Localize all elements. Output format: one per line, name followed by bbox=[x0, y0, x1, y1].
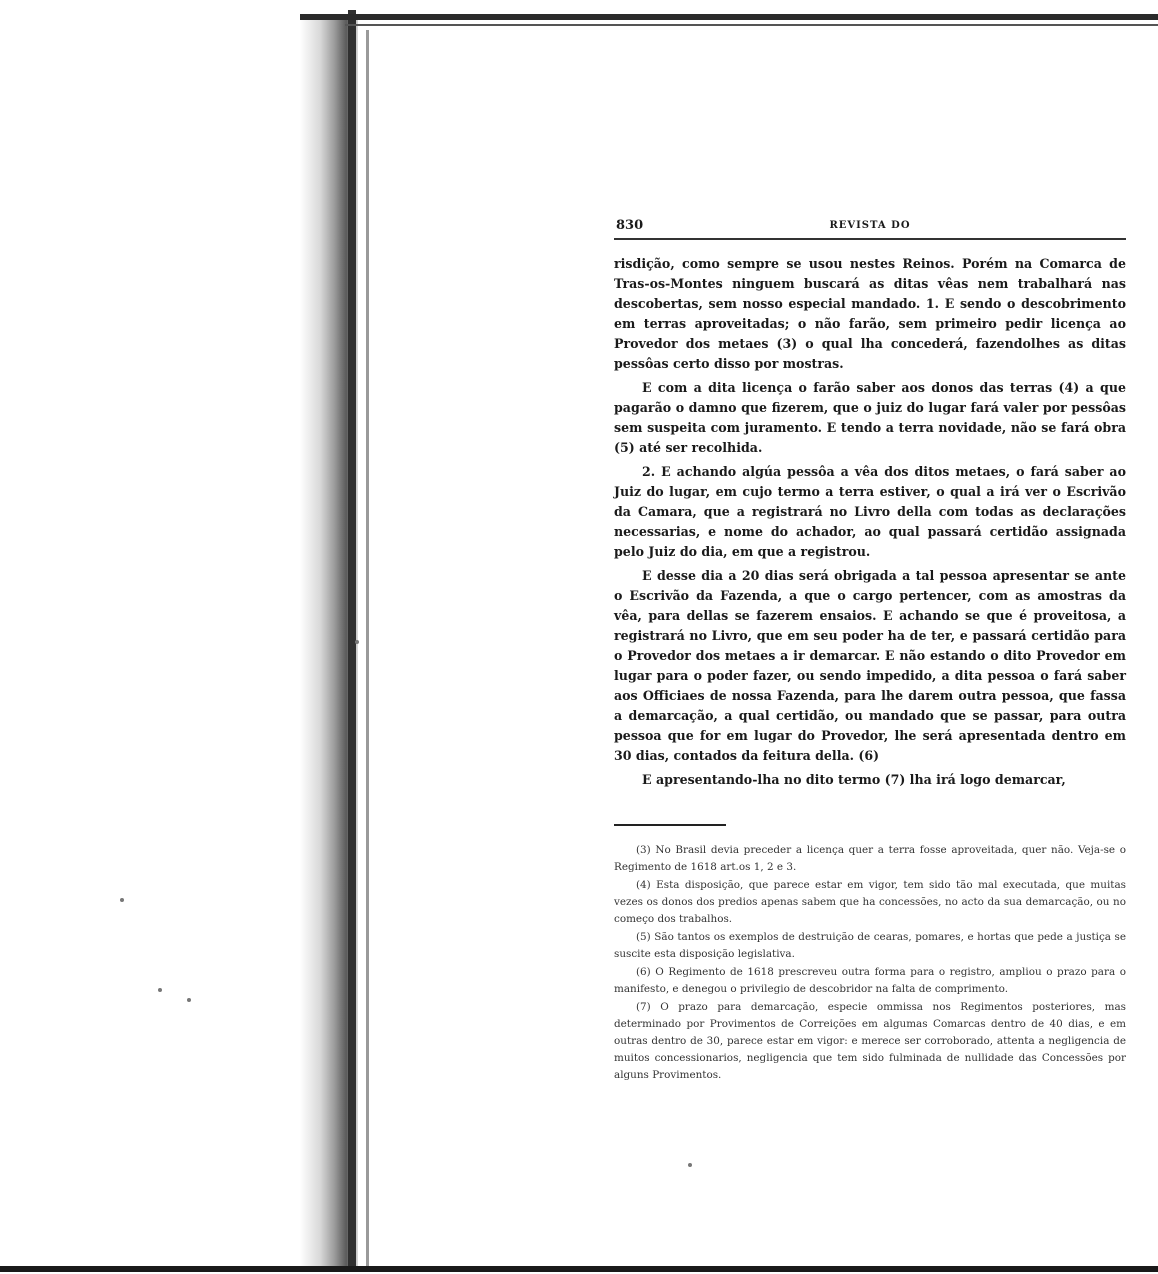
paragraph: E desse dia a 20 dias será obrigada a tal pessoa apresentar se ante o Escrivão da Fazenda, a que o cargo pertencer, com as amostras da vêa, para dellas se fazerem ensaios. E achando se que é proveitosa, a registrará no Livro, que em seu poder ha de ter, e passará certidão para o Provedor dos metaes a ir demarcar. E não estando o dito Provedor em lugar para o poder fazer, ou sendo impedido, a dita pessoa o fará saber aos Officiaes de nossa Fazenda, para lhe darem outra pessoa, que fassa a demarcação, a qual certidão, ou mandado que se passar, para outra pessoa que for em lugar do Provedor, lhe será apresentada dentro em 30 dias, contados da feitura della. (6) bbox=[614, 568, 1126, 763]
footnote: (6) O Regimento de 1618 prescreveu outra forma para o registro, ampliou o prazo para o manifesto, e denegou o privilegio de descobridor na falta de comprimento. bbox=[614, 966, 1126, 995]
paragraph: 2. E achando algúa pessôa a vêa dos ditos metaes, o fará saber ao Juiz do lugar, em cujo termo a terra estiver, o qual a irá ver o Escrivão da Camara, que a registrará no Livro della com todas as declarações necessarias, e nome do achador, ao qual passará certidão assignada pelo Juiz do dia, em que a registrou. bbox=[614, 464, 1126, 559]
footnotes bbox=[614, 842, 1126, 1084]
footnote: (7) O prazo para demarcação, especie ommissa nos Regimentos posteriores, mas determinado por Provimentos de Correições em algumas Comarcas dentro de 40 dias, e em outras dentro de 30, parece estar em vigor: e merece ser corroborado, attenta a negligencia de muitos concessionarios, negligencia que tem sido fulminada de nullidade das Concessões por alguns Provimentos. bbox=[614, 1001, 1126, 1081]
book-gutter-edge-inner bbox=[366, 30, 369, 1270]
paragraph: risdição, como sempre se usou nestes Reinos. Porém na Comarca de Tras-os-Montes ninguem buscará as ditas vêas nem trabalhará nas descobertas, sem nosso especial mandado. 1. E sendo o descobrimento em terras aproveitadas; o não farão, sem primeiro pedir licença ao Provedor dos metaes (3) o qual lha concederá, fazendolhes as ditas pessôas certo disso por mostras. bbox=[614, 256, 1126, 371]
page-header bbox=[614, 216, 1126, 240]
scan-bottom-edge bbox=[0, 1266, 1158, 1272]
footnote: (3) No Brasil devia preceder a licença quer a terra fosse aproveitada, quer não. Veja-se o Regimento de 1618 art.os 1, 2 e 3. bbox=[614, 844, 1126, 873]
scan-speck bbox=[688, 1163, 692, 1167]
footnote-divider bbox=[614, 824, 726, 826]
page-number: 830 bbox=[616, 218, 644, 233]
scan-speck bbox=[355, 640, 359, 644]
footnote: (4) Esta disposição, que parece estar em vigor, tem sido tão mal executada, que muitas vezes os donos dos predios apenas sabem que ha concessões, no acto da sua demarcação, ou no começo dos trabalhos. bbox=[614, 879, 1126, 925]
book-page bbox=[614, 216, 1126, 1084]
scan-top-edge-inner bbox=[345, 24, 1158, 26]
running-title: REVISTA DO bbox=[829, 220, 911, 231]
footnote: (5) São tantos os exemplos de destruição de cearas, pomares, e hortas que pede a justiça se suscite esta disposição legislativa. bbox=[614, 931, 1126, 960]
scan-speck bbox=[187, 998, 191, 1002]
scan-top-edge bbox=[300, 14, 1158, 20]
scan-speck bbox=[158, 988, 162, 992]
paragraph: E apresentando-lha no dito termo (7) lha irá logo demarcar, bbox=[642, 772, 1066, 787]
scan-speck bbox=[120, 898, 124, 902]
paragraph: E com a dita licença o farão saber aos donos das terras (4) a que pagarão o damno que fizerem, que o juiz do lugar fará valer por pessôas sem suspeita com juramento. E tendo a terra novidade, não se fará obra (5) até ser recolhida. bbox=[614, 380, 1126, 455]
body-text bbox=[614, 254, 1126, 790]
